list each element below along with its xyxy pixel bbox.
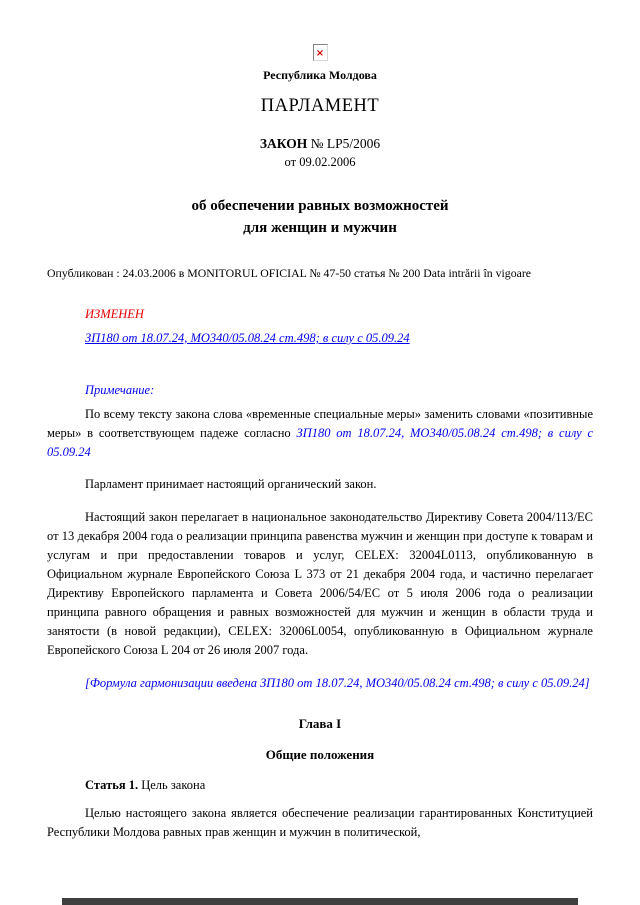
- article-1-label: Статья 1.: [85, 778, 139, 792]
- document-title-line2: для женщин и мужчин: [243, 220, 397, 236]
- cut-off-bottom-bar: [62, 898, 578, 905]
- institution-title: ПАРЛАМЕНТ: [260, 96, 380, 116]
- chapter-number: Глава I: [298, 716, 342, 731]
- amendment-status: ИЗМЕНЕН: [85, 307, 144, 321]
- note-label: Примечание:: [85, 383, 155, 397]
- article-1-title: Цель закона: [138, 778, 206, 792]
- publication-info: Опубликован : 24.03.2006 в MONITORUL OFICIAL № 47-50 статья № 200 Data intrării în vigoare: [47, 266, 531, 280]
- header-icon-row: [47, 44, 593, 61]
- document-title-line1: об обеспечении равных возможностей: [191, 198, 449, 214]
- note-inline-link[interactable]: ЗП180 от 18.07.24, МО340/05.08.24 ст.498; в силу с 05.09.24: [47, 426, 594, 459]
- amendment-link[interactable]: ЗП180 от 18.07.24, МО340/05.08.24 ст.498; в силу с 05.09.24: [85, 331, 410, 345]
- article-1-paragraph: Целью настоящего закона является обеспечение реализации гарантированных Конституцией Республики Молдова равных прав женщин и мужчин в политической,: [47, 806, 593, 839]
- harmonization-note: [Формула гармонизации введена ЗП180 от 18.07.24, МО340/05.08.24 ст.498; в силу с 05.09.24]: [85, 676, 590, 690]
- note-paragraph: [47, 405, 593, 462]
- law-date: от 09.02.2006: [284, 155, 356, 169]
- law-label: ЗАКОН: [259, 136, 308, 151]
- broken-image-x-glyph: ×: [315, 48, 325, 59]
- note-text: По всему тексту закона слова «временные специальные меры» заменить словами «позитивные меры» в соответствующем падеже согласно: [47, 407, 593, 440]
- law-number-line: [47, 136, 593, 152]
- broken-image-icon: [313, 44, 328, 61]
- law-number: № LP5/2006: [307, 136, 381, 151]
- country-title: Республика Молдова: [263, 68, 377, 82]
- amendment-link-line: [47, 331, 593, 346]
- document-title: [47, 195, 593, 239]
- chapter-title: Общие положения: [265, 747, 375, 762]
- article-1-heading: [47, 776, 593, 795]
- paragraph-adoption: Парламент принимает настоящий органический закон.: [85, 477, 377, 491]
- paragraph-directives: Настоящий закон перелагает в национальное законодательство Директиву Совета 2004/113/ЕС от 13 декабря 2004 года о реализации принципа равенства мужчин и женщин при доступе к товарам и услугам и при предоставлении товаров и услуг, CELEX: 32004L0113, опубликованную в Официальном журнале Европейского Союза L 373 от 21 декабря 2004 года, и частично перелагает Директиву Европейского парламента и Совета 2006/54/ЕС от 5 июля 2006 года о реализации принципа равного обращения и равных возможностей для мужчин и женщин в области труда и занятости (в новой редакции), CELEX: 32006L0054, опубликованную в Официальном журнале Европейского Союза L 204 от 26 июля 2007 года.: [47, 510, 593, 657]
